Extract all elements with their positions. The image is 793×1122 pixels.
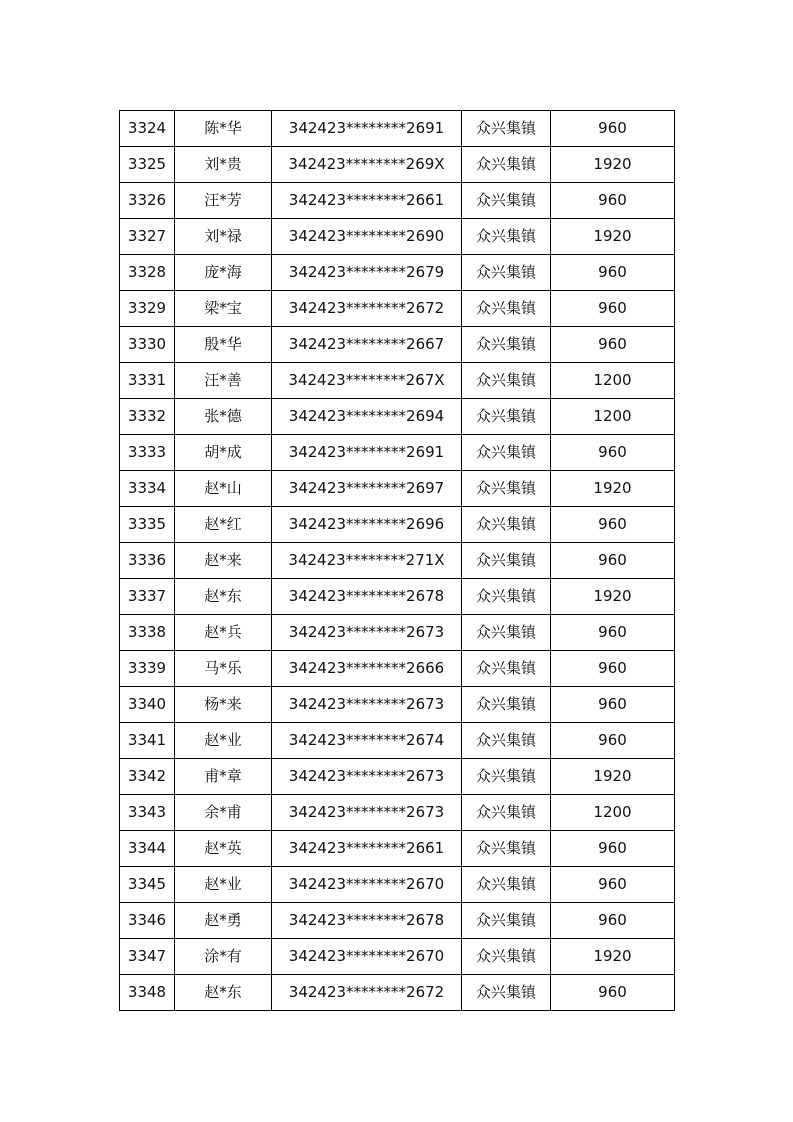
- name-cell: 赵*来: [175, 543, 272, 579]
- town-cell: 众兴集镇: [462, 327, 551, 363]
- id-number-cell: 342423********2673: [272, 759, 462, 795]
- table-row: [120, 903, 675, 939]
- amount-cell: 960: [551, 543, 675, 579]
- amount-cell: 960: [551, 435, 675, 471]
- table-row: [120, 327, 675, 363]
- table-row: [120, 183, 675, 219]
- name-cell: 赵*山: [175, 471, 272, 507]
- table-row: [120, 399, 675, 435]
- amount-cell: 1200: [551, 399, 675, 435]
- id-number-cell: 342423********2670: [272, 939, 462, 975]
- id-number-cell: 342423********2696: [272, 507, 462, 543]
- table-row: [120, 507, 675, 543]
- amount-cell: 960: [551, 867, 675, 903]
- town-cell: 众兴集镇: [462, 687, 551, 723]
- name-cell: 赵*英: [175, 831, 272, 867]
- amount-cell: 1920: [551, 759, 675, 795]
- row-number-cell: 3347: [120, 939, 175, 975]
- amount-cell: 1920: [551, 579, 675, 615]
- town-cell: 众兴集镇: [462, 255, 551, 291]
- table-row: [120, 615, 675, 651]
- id-number-cell: 342423********2666: [272, 651, 462, 687]
- name-cell: 汪*善: [175, 363, 272, 399]
- name-cell: 涂*有: [175, 939, 272, 975]
- table-row: [120, 543, 675, 579]
- row-number-cell: 3330: [120, 327, 175, 363]
- name-cell: 张*德: [175, 399, 272, 435]
- table-row: [120, 831, 675, 867]
- row-number-cell: 3324: [120, 111, 175, 147]
- town-cell: 众兴集镇: [462, 723, 551, 759]
- table-row: [120, 291, 675, 327]
- amount-cell: 960: [551, 903, 675, 939]
- town-cell: 众兴集镇: [462, 795, 551, 831]
- name-cell: 殷*华: [175, 327, 272, 363]
- town-cell: 众兴集镇: [462, 147, 551, 183]
- table-row: [120, 651, 675, 687]
- town-cell: 众兴集镇: [462, 759, 551, 795]
- amount-cell: 960: [551, 327, 675, 363]
- name-cell: 刘*贵: [175, 147, 272, 183]
- table-row: [120, 723, 675, 759]
- id-number-cell: 342423********2673: [272, 615, 462, 651]
- id-number-cell: 342423********2672: [272, 975, 462, 1011]
- amount-cell: 1200: [551, 795, 675, 831]
- subsidy-list-table: [119, 110, 675, 1011]
- id-number-cell: 342423********2667: [272, 327, 462, 363]
- id-number-cell: 342423********269X: [272, 147, 462, 183]
- amount-cell: 1920: [551, 471, 675, 507]
- town-cell: 众兴集镇: [462, 615, 551, 651]
- row-number-cell: 3344: [120, 831, 175, 867]
- amount-cell: 960: [551, 975, 675, 1011]
- id-number-cell: 342423********2674: [272, 723, 462, 759]
- town-cell: 众兴集镇: [462, 471, 551, 507]
- amount-cell: 960: [551, 687, 675, 723]
- id-number-cell: 342423********2678: [272, 579, 462, 615]
- name-cell: 赵*兵: [175, 615, 272, 651]
- id-number-cell: 342423********2690: [272, 219, 462, 255]
- amount-cell: 1920: [551, 147, 675, 183]
- town-cell: 众兴集镇: [462, 219, 551, 255]
- table-row: [120, 867, 675, 903]
- row-number-cell: 3325: [120, 147, 175, 183]
- row-number-cell: 3332: [120, 399, 175, 435]
- name-cell: 庞*海: [175, 255, 272, 291]
- row-number-cell: 3343: [120, 795, 175, 831]
- table-row: [120, 795, 675, 831]
- town-cell: 众兴集镇: [462, 939, 551, 975]
- id-number-cell: 342423********2678: [272, 903, 462, 939]
- row-number-cell: 3339: [120, 651, 175, 687]
- table-body: [120, 111, 675, 1011]
- name-cell: 赵*东: [175, 579, 272, 615]
- town-cell: 众兴集镇: [462, 435, 551, 471]
- name-cell: 马*乐: [175, 651, 272, 687]
- amount-cell: 1920: [551, 939, 675, 975]
- row-number-cell: 3346: [120, 903, 175, 939]
- row-number-cell: 3331: [120, 363, 175, 399]
- table-row: [120, 687, 675, 723]
- table-row: [120, 147, 675, 183]
- id-number-cell: 342423********271X: [272, 543, 462, 579]
- town-cell: 众兴集镇: [462, 651, 551, 687]
- id-number-cell: 342423********2694: [272, 399, 462, 435]
- row-number-cell: 3328: [120, 255, 175, 291]
- table-row: [120, 939, 675, 975]
- row-number-cell: 3345: [120, 867, 175, 903]
- amount-cell: 960: [551, 507, 675, 543]
- row-number-cell: 3336: [120, 543, 175, 579]
- table-row: [120, 579, 675, 615]
- table-row: [120, 975, 675, 1011]
- id-number-cell: 342423********2670: [272, 867, 462, 903]
- amount-cell: 960: [551, 291, 675, 327]
- id-number-cell: 342423********2673: [272, 687, 462, 723]
- name-cell: 赵*勇: [175, 903, 272, 939]
- row-number-cell: 3333: [120, 435, 175, 471]
- town-cell: 众兴集镇: [462, 399, 551, 435]
- id-number-cell: 342423********2691: [272, 111, 462, 147]
- table-row: [120, 759, 675, 795]
- row-number-cell: 3335: [120, 507, 175, 543]
- name-cell: 刘*禄: [175, 219, 272, 255]
- town-cell: 众兴集镇: [462, 867, 551, 903]
- id-number-cell: 342423********2673: [272, 795, 462, 831]
- name-cell: 赵*东: [175, 975, 272, 1011]
- amount-cell: 1920: [551, 219, 675, 255]
- town-cell: 众兴集镇: [462, 363, 551, 399]
- row-number-cell: 3341: [120, 723, 175, 759]
- name-cell: 甫*章: [175, 759, 272, 795]
- row-number-cell: 3329: [120, 291, 175, 327]
- row-number-cell: 3334: [120, 471, 175, 507]
- id-number-cell: 342423********2661: [272, 183, 462, 219]
- table-row: [120, 471, 675, 507]
- row-number-cell: 3326: [120, 183, 175, 219]
- id-number-cell: 342423********267X: [272, 363, 462, 399]
- id-number-cell: 342423********2691: [272, 435, 462, 471]
- row-number-cell: 3342: [120, 759, 175, 795]
- amount-cell: 960: [551, 615, 675, 651]
- name-cell: 赵*业: [175, 867, 272, 903]
- table-row: [120, 435, 675, 471]
- table-row: [120, 255, 675, 291]
- id-number-cell: 342423********2697: [272, 471, 462, 507]
- town-cell: 众兴集镇: [462, 579, 551, 615]
- amount-cell: 960: [551, 651, 675, 687]
- town-cell: 众兴集镇: [462, 183, 551, 219]
- amount-cell: 960: [551, 255, 675, 291]
- town-cell: 众兴集镇: [462, 903, 551, 939]
- id-number-cell: 342423********2679: [272, 255, 462, 291]
- row-number-cell: 3337: [120, 579, 175, 615]
- name-cell: 梁*宝: [175, 291, 272, 327]
- town-cell: 众兴集镇: [462, 543, 551, 579]
- town-cell: 众兴集镇: [462, 975, 551, 1011]
- name-cell: 余*甫: [175, 795, 272, 831]
- amount-cell: 960: [551, 831, 675, 867]
- town-cell: 众兴集镇: [462, 507, 551, 543]
- table-row: [120, 363, 675, 399]
- amount-cell: 960: [551, 723, 675, 759]
- id-number-cell: 342423********2661: [272, 831, 462, 867]
- town-cell: 众兴集镇: [462, 111, 551, 147]
- row-number-cell: 3340: [120, 687, 175, 723]
- row-number-cell: 3327: [120, 219, 175, 255]
- name-cell: 汪*芳: [175, 183, 272, 219]
- name-cell: 赵*红: [175, 507, 272, 543]
- name-cell: 陈*华: [175, 111, 272, 147]
- amount-cell: 960: [551, 183, 675, 219]
- row-number-cell: 3338: [120, 615, 175, 651]
- row-number-cell: 3348: [120, 975, 175, 1011]
- name-cell: 杨*来: [175, 687, 272, 723]
- name-cell: 胡*成: [175, 435, 272, 471]
- table-row: [120, 111, 675, 147]
- town-cell: 众兴集镇: [462, 291, 551, 327]
- amount-cell: 960: [551, 111, 675, 147]
- amount-cell: 1200: [551, 363, 675, 399]
- town-cell: 众兴集镇: [462, 831, 551, 867]
- table-row: [120, 219, 675, 255]
- name-cell: 赵*业: [175, 723, 272, 759]
- id-number-cell: 342423********2672: [272, 291, 462, 327]
